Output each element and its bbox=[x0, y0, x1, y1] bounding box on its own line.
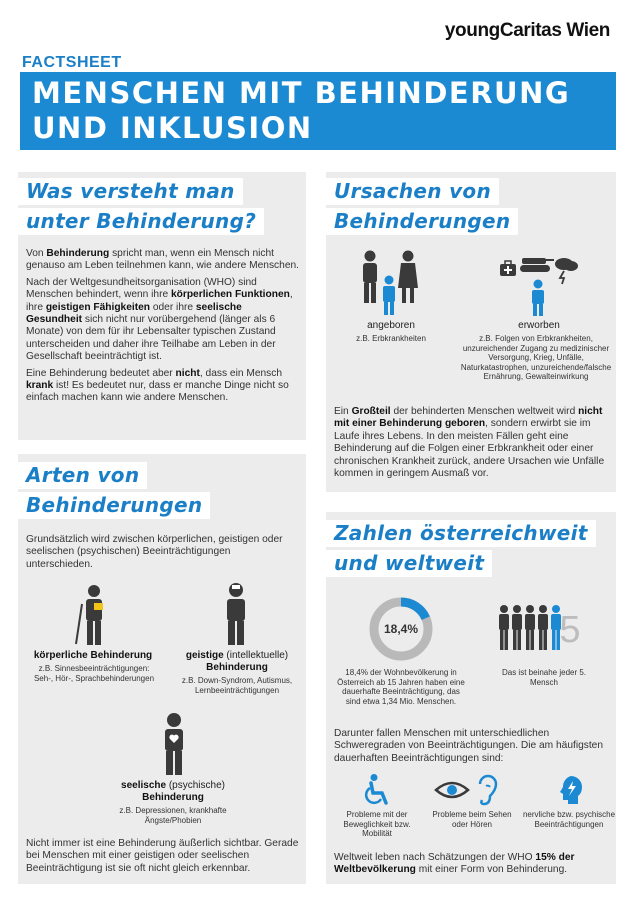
problem-mobility: Probleme mit der Beweglichkeit bzw. Mobilität bbox=[343, 810, 411, 839]
first-aid-icon bbox=[500, 261, 516, 276]
mental-desc: z.B. Down-Syndrom, Autismus, Lernbeeinträchtigungen bbox=[181, 676, 293, 695]
main-title-line2: UND INKLUSION bbox=[32, 111, 313, 145]
brain-lightning-icon bbox=[558, 774, 584, 806]
numbers-panel bbox=[326, 512, 616, 884]
definition-paragraph-1: Von Behinderung spricht man, wenn ein Mensch nicht genauso am Leben teilnehmen kann, wie andere Menschen. bbox=[26, 248, 299, 272]
problem-sight-hearing: Probleme beim Sehen oder Hören bbox=[432, 810, 512, 829]
causes-title-line1: Ursachen von bbox=[326, 178, 499, 205]
tank-icon bbox=[520, 258, 554, 272]
definition-paragraph-2: Nach der Weltgesundheitsorganisation (WHO) sind Menschen behindert, wenn ihre körperlichen Funktionen, ihre geistigen Fähigkeiten oder ihre seelische Gesundheit sich nicht nur vorübergehend (länger als 6 Monate) von dem für ihr Lebensalter typischen Zustand unterscheiden und daher ihre Teilhabe am Leben in der Gesellschaft beeinträchtigt ist. bbox=[26, 276, 293, 363]
blind-person-icon bbox=[74, 584, 114, 646]
definition-paragraph-3: Eine Behinderung bedeutet aber nicht, dass ein Mensch krank ist! Es bedeutet nur, dass er manche Dinge nicht so einfach machen kann wie andere Menschen. bbox=[26, 367, 289, 404]
problem-psychic: nervliche bzw. psychische Beeinträchtigungen bbox=[522, 810, 616, 829]
types-title-line1: Arten von bbox=[18, 462, 147, 489]
who-text: Weltweit leben nach Schätzungen der WHO 15% der Weltbevölkerung mit einer Form von Behinderung. bbox=[334, 852, 575, 876]
factsheet-label: FACTSHEET bbox=[22, 54, 122, 71]
main-title bbox=[20, 72, 616, 150]
main-title-line1: MENSCHEN MIT BEHINDERUNG bbox=[32, 76, 571, 110]
causes-panel bbox=[326, 172, 616, 492]
types-title bbox=[18, 462, 210, 522]
types-intro: Grundsätzlich wird zwischen körperlichen, geistigen oder seelischen (psychischen) Beeinträchtigungen unterschieden. bbox=[26, 534, 283, 570]
numbers-title-line1: Zahlen österreichweit bbox=[326, 520, 596, 547]
numbers-title-line2: und weltweit bbox=[326, 550, 492, 577]
numbers-intro: Darunter fallen Menschen mit unterschiedlichen Schweregraden von Beeinträchtigungen. Die am häufigsten dauerhaften Beeinträchtigungen sind: bbox=[334, 728, 604, 764]
psychic-label: seelische (psychische) Behinderung bbox=[121, 780, 225, 803]
family-icon bbox=[358, 250, 420, 316]
storm-cloud-icon bbox=[555, 258, 578, 284]
types-title-line2: Behinderungen bbox=[18, 492, 210, 519]
heart-person-icon bbox=[162, 712, 186, 776]
causes-text: Ein Großteil der behinderten Menschen weltweit wird nicht mit einer Behinderung geboren, sondern erwirbt sie im Laufe ihres Lebens. In den meisten Fällen geht eine Behinderung auf die Folgen einer Erbkrankheit oder einer chronischen Krankheit zurück, andere Ursachen wie Unfälle kommen in geringem Ausmaß vor. bbox=[334, 406, 605, 480]
definition-title-line2: unter Behinderung? bbox=[18, 208, 264, 235]
psychic-desc: z.B. Depressionen, krankhafte Ängste/Phobien bbox=[119, 806, 227, 825]
people-desc: Das ist beinahe jeder 5. Mensch bbox=[501, 668, 587, 687]
definition-title bbox=[18, 178, 264, 238]
acquired-desc: z.B. Folgen von Erbkrankheiten, unzureichender Zugang zu medizinischer Versorgung, Krieg, Unfälle, Naturkatastrophen, unzureichende/falsche Ernährung, Gewalteinwirkung bbox=[460, 334, 612, 382]
causes-title bbox=[326, 178, 518, 238]
wheelchair-icon bbox=[362, 774, 392, 806]
eye-ear-icon bbox=[434, 774, 510, 806]
causes-icons bbox=[500, 254, 580, 316]
people-number: 5 bbox=[559, 609, 581, 651]
donut-chart bbox=[368, 596, 434, 662]
causes-title-line2: Behinderungen bbox=[326, 208, 518, 235]
definition-text bbox=[26, 248, 300, 409]
head-gear-person-icon bbox=[224, 582, 248, 646]
innate-label: angeboren bbox=[367, 320, 415, 331]
physical-desc: z.B. Sinnesbeeinträchtigungen: Seh-, Hör-, Sprachbehinderungen bbox=[33, 664, 155, 683]
definition-panel bbox=[18, 172, 306, 440]
definition-title-line1: Was versteht man bbox=[18, 178, 243, 205]
brand-logo: youngCaritas Wien bbox=[444, 20, 610, 41]
donut-value: 18,4% bbox=[383, 622, 419, 636]
acquired-label: erworben bbox=[518, 320, 560, 331]
types-outro: Nicht immer ist eine Behinderung äußerlich sichtbar. Gerade bei Menschen mit einer geistigen oder seelischen Beeinträchtigung ist sie oft nicht gleich erkennbar. bbox=[26, 838, 299, 874]
types-panel bbox=[18, 454, 306, 884]
donut-desc: 18,4% der Wohnbevölkerung in Österreich ab 15 Jahren haben eine dauerhafte Beeinträchtigung, das sind etwa 1,34 Mio. Menschen. bbox=[337, 668, 465, 706]
numbers-title bbox=[326, 520, 596, 580]
physical-label: körperliche Behinderung bbox=[33, 650, 153, 661]
innate-desc: z.B. Erbkrankheiten bbox=[356, 334, 426, 343]
mental-label: geistige (intellektuelle) Behinderung bbox=[185, 650, 289, 673]
people-row-icon bbox=[498, 604, 582, 660]
